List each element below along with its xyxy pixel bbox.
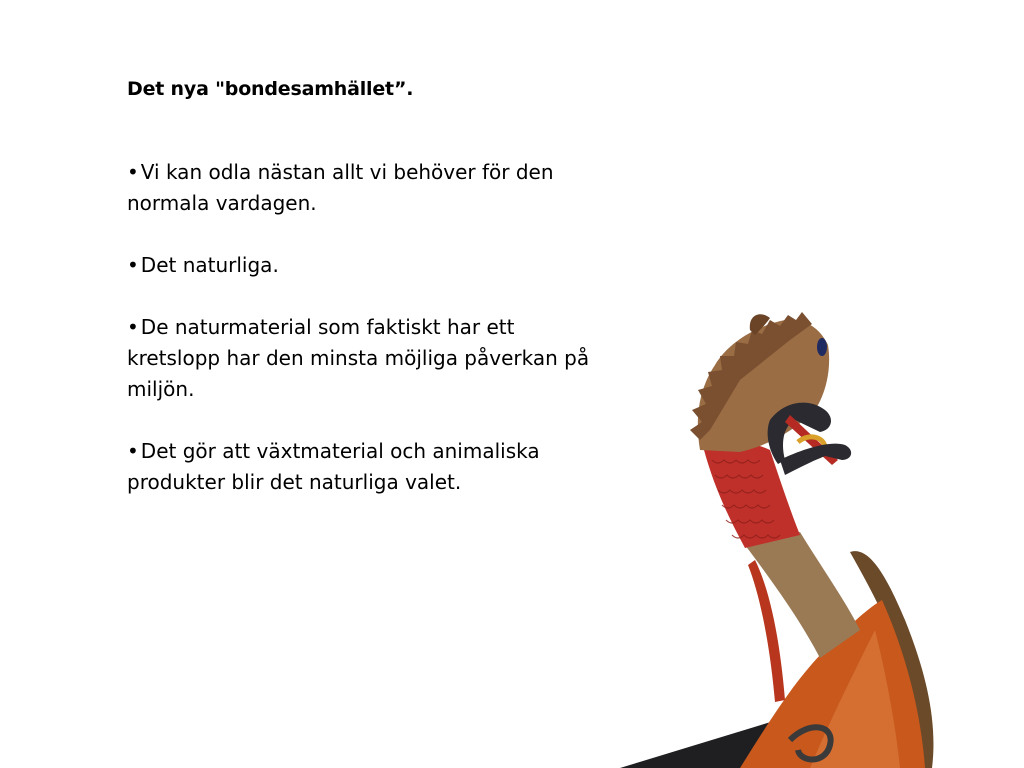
bullet-item (127, 250, 607, 281)
slide-title: Det nya "bondesamhället”. (127, 78, 414, 100)
bullet-text: Det naturliga. (140, 253, 279, 277)
dragon-eye (817, 338, 827, 356)
dragon-lower-jaw (780, 444, 851, 475)
bullet-marker: • (127, 160, 139, 184)
bullet-marker: • (127, 315, 139, 339)
bullet-item (127, 436, 607, 498)
bullet-list (127, 157, 607, 529)
dragon-ship-figurehead-image (620, 300, 1024, 768)
bullet-marker: • (127, 253, 139, 277)
bullet-item (127, 312, 607, 405)
bullet-text: Det gör att växtmaterial och animaliska produkter blir det naturliga valet. (127, 439, 540, 494)
bullet-text: Vi kan odla nästan allt vi behöver för den normala vardagen. (127, 160, 554, 215)
bullet-text: De naturmaterial som faktiskt har ett kretslopp har den minsta möjliga påverkan på miljön. (127, 315, 590, 401)
bullet-marker: • (127, 439, 139, 463)
bullet-item (127, 157, 607, 219)
